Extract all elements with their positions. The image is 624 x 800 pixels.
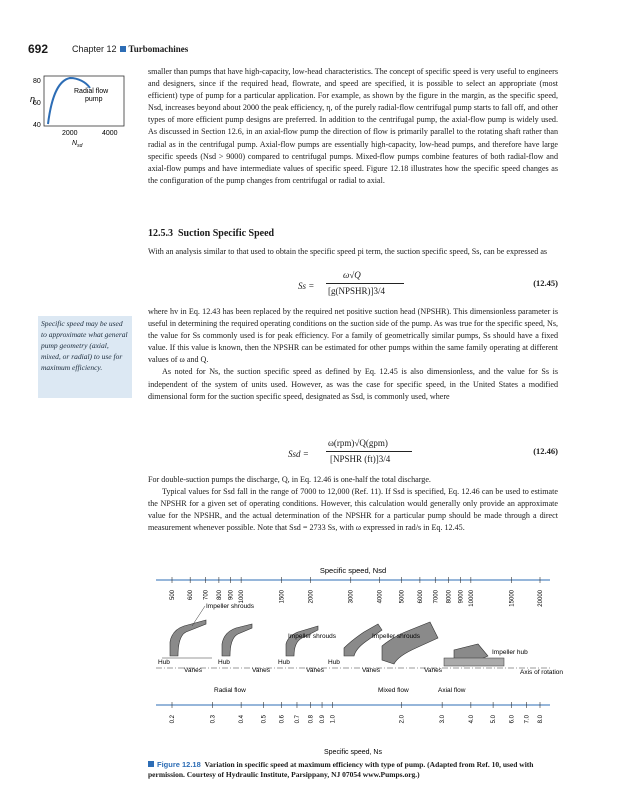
- axis-tick-label: 4.0: [468, 715, 475, 724]
- mixed-impeller-1: [286, 626, 318, 656]
- axis-tick-label: 0.3: [210, 715, 217, 724]
- mixed-impeller-3: [382, 622, 438, 664]
- figure-caption: [148, 760, 558, 780]
- paragraph-6: Typical values for Ssd fall in the range of 7000 to 12,000 (Ref. 11). If Ssd is specified, Eq. 12.46 can be used to estimate the NPSHR for a given set of operating conditions. However, this calculation would generally only provide an approximate value for the NPSHR, and the actual determination of the NPSHR for a particular pump should be made through a direct measurement whenever possible. Note that Ssd = 2733 Ss, with ω expressed in rad/s in Eq. 12.45.: [148, 487, 558, 533]
- axis-tick-label: 10000: [468, 590, 475, 607]
- axis-tick-label: 6.0: [509, 715, 516, 724]
- label-radial-flow: Radial flow: [214, 687, 246, 694]
- eq1-fraction-bar: [326, 283, 404, 284]
- label-hub: Hub: [278, 659, 290, 666]
- chapter-header: [72, 44, 188, 54]
- label-impeller-shrouds-2: Impeller shrouds: [288, 633, 337, 640]
- label-axial-flow: Axial flow: [438, 687, 466, 694]
- label-vanes: Vanes: [184, 667, 202, 674]
- axis-tick-label: 700: [203, 590, 210, 601]
- axis-tick-label: 7000: [433, 590, 440, 604]
- axis-tick-label: 1500: [279, 590, 286, 604]
- eq2-fraction-bar: [326, 451, 412, 452]
- chapter-title: Turbomachines: [128, 44, 189, 54]
- paragraph-4: As noted for Ns, the suction specific speed as defined by Eq. 12.45 is also dimensionless, and the value for Ss is independent of the system of units used. However, as was the case for specific speed, in the United States a modified dimensional form for the suction specific speed, designated as Ssd, is commonly used, where: [148, 367, 558, 401]
- axis-tick-label: 500: [170, 590, 176, 601]
- margin-efficiency-figure: [28, 72, 140, 150]
- axis-tick-label: 8000: [446, 590, 453, 604]
- axis-tick-label: 0.6: [279, 715, 286, 724]
- axis-tick-label: 800: [216, 590, 223, 601]
- axis-tick-label: 2000: [308, 590, 315, 604]
- label-vanes: Vanes: [424, 667, 442, 674]
- margin-fig-y-tick: 40: [33, 122, 41, 129]
- mixed-impeller-2: [344, 624, 382, 656]
- margin-fig-y-tick: 60: [33, 100, 41, 107]
- axis-tick-label: 2.0: [399, 715, 406, 724]
- axis-tick-label: 1000: [239, 590, 246, 604]
- page-number: 692: [28, 42, 49, 56]
- paragraph-1: smaller than pumps that have high-capacity, low-head characteristics. The concept of specific speed is very useful to engineers and designers, since if the required head, flowrate, and speed are specified, it is possible to select an appropriate (most efficient) type of pump for a particular application. For example, as shown by the figure in the margin, as the specific speed, Nsd, increases beyond about 2000 the peak efficiency, η, of the purely radial-flow centrifugal pump starts to fall off, and other types of more efficient pump designs are preferred. In addition to the centrifugal pump, the axial-flow pump is widely used. As discussed in Section 12.6, in an axial-flow pump the direction of flow is primarily parallel to the rotating shaft rather than radial as in the centrifugal pump. Axial-flow pumps are essentially high-capacity, low-head pumps, and therefore have large specific speeds (Nsd > 9000) compared to centrifugal pumps. Mixed-flow pumps combine features of both radial-flow and axial-flow pumps and have intermediate values of specific speed. Figure 12.18 illustrates how the specific speed changes as the configuration of the pump changes from centrifugal or radial to axial.: [148, 67, 558, 185]
- section-title: Suction Specific Speed: [178, 228, 275, 239]
- axis-tick-label: 8.0: [538, 715, 544, 724]
- eq2-lhs: Ssd =: [288, 449, 309, 459]
- radial-impeller-1: [162, 620, 212, 658]
- axis-tick-label: 7.0: [524, 715, 531, 724]
- paragraph-2: With an analysis similar to that used to obtain the specific speed pi term, the suction specific speed, Ss, can be expressed as: [148, 247, 548, 256]
- eq2-numerator: ω(rpm)√Q(gpm): [328, 438, 388, 448]
- axis-tick-label: 0.7: [294, 715, 301, 724]
- label-vanes: Vanes: [362, 667, 380, 674]
- axis-tick-label: 0.5: [261, 715, 268, 724]
- equation-12-46: [148, 436, 558, 472]
- axis-tick-label: 15000: [509, 590, 516, 607]
- label-mixed-flow: Mixed flow: [378, 687, 409, 694]
- eq2-number: (12.46): [533, 446, 558, 456]
- axis-tick-label: 9000: [458, 590, 465, 604]
- chapter-label: Chapter 12: [72, 44, 117, 54]
- eq1-numerator: ω√Q: [343, 270, 361, 280]
- eq1-number: (12.45): [533, 278, 558, 288]
- margin-fig-y-label: η: [30, 94, 35, 104]
- label-vanes: Vanes: [306, 667, 324, 674]
- radial-impeller-2: [222, 624, 252, 656]
- axis-tick-label: 900: [228, 590, 235, 601]
- label-hub: Hub: [328, 659, 340, 666]
- section-heading: [148, 228, 274, 239]
- axis-tick-label: 0.2: [170, 715, 176, 724]
- margin-note: Specific speed may be used to approximate what general pump geometry (axial, mixed, or radial) to use for maximum efficiency.: [38, 316, 132, 398]
- axis-tick-label: 0.4: [239, 715, 246, 724]
- axis-tick-label: 1.0: [330, 715, 337, 724]
- margin-fig-y-tick: 80: [33, 78, 41, 85]
- eq1-lhs: Ss =: [298, 281, 315, 291]
- section-number: 12.5.3: [148, 228, 173, 239]
- margin-fig-x-tick: 4000: [102, 130, 118, 137]
- margin-fig-box-label-1: Radial flow: [74, 88, 109, 95]
- eq2-denominator: [NPSHR (ft)]3/4: [330, 454, 391, 464]
- top-axis-title: Specific speed, Nsd: [319, 566, 387, 575]
- bottom-axis-title: Specific speed, Ns: [324, 749, 382, 756]
- axis-tick-label: 3.0: [440, 715, 447, 724]
- axis-tick-label: 6000: [417, 590, 424, 604]
- axis-tick-label: 3000: [348, 590, 355, 604]
- margin-fig-x-tick: 2000: [62, 130, 78, 137]
- paragraph-5: For double-suction pumps the discharge, Q, in Eq. 12.46 is one-half the total discharge. Typical values for Ssd fall in the range of 7000 to 12,000 (Ref. 11). If Ssd is specified, Eq. 12.46 can be used to estimate the NPSHR for a given set of operating conditions. However, this calculation would generally only provide an approximate value for the NPSHR, and the actual determination of the NPSHR for a particular pump should be made through a direct measurement whenever possible. Note that Ssd = 2733 Ss, with ω expressed in rad/s in Eq. 12.45.: [148, 474, 558, 534]
- axis-tick-label: 0.8: [308, 715, 315, 724]
- caption-square-icon: [148, 761, 154, 767]
- figure-12-18: [148, 560, 563, 756]
- axis-tick-label: 5.0: [491, 715, 498, 724]
- caption-text: Variation in specific speed at maximum efficiency with type of pump. (Adapted from Ref. 10, used with permission. Courtesy of Hydraulic Institute, Parsippany, NJ 07054 www.Pumps.org.): [148, 760, 534, 779]
- label-impeller-shrouds: Impeller shrouds: [206, 603, 255, 610]
- paragraph-3: where hv in Eq. 12.43 has been replaced by the required net positive suction head (NPSHR). This dimensionless parameter is useful in determining the required operating conditions on the suction side of the pump. As was true for the specific speed, Ns, the value for Ss commonly used is for peak efficiency. For a family of geometrically similar pumps, Ss should have a fixed value. If this value is known, then the NPSHR can be estimated for other pumps within the same family operating at different values of ω and Q. As noted for Ns, the suction specific speed as defined by Eq. 12.45 is also dimensionless, and the value for Ss is independent of the system of units used. However, as was the case for specific speed, in the United States a modified dimensional form for the suction specific speed, designated as Ssd, is commonly used, where: [148, 306, 558, 403]
- label-axis-of-rotation: Axis of rotation: [520, 669, 563, 676]
- axis-tick-label: 600: [188, 590, 195, 601]
- margin-fig-frame: [44, 76, 124, 126]
- label-hub: Hub: [218, 659, 230, 666]
- axis-tick-label: 0.9: [320, 715, 327, 724]
- axis-tick-label: 5000: [399, 590, 406, 604]
- equation-12-45: [148, 268, 558, 304]
- margin-fig-box-label-2: pump: [85, 96, 103, 103]
- label-hub: Hub: [158, 659, 170, 666]
- label-impeller-hub: Impeller hub: [492, 649, 528, 656]
- margin-fig-x-label: $N_{sd}$: [72, 140, 83, 149]
- chapter-square-icon: [120, 46, 126, 52]
- axis-tick-label: 20000: [538, 590, 544, 607]
- axis-tick-label: 4000: [377, 590, 384, 604]
- caption-label: Figure 12.18: [157, 760, 201, 769]
- eq1-denominator: [g(NPSHR)]3/4: [328, 286, 386, 296]
- margin-fig-curve: [48, 78, 90, 124]
- label-impeller-shrouds-3: Impeller shrouds: [372, 633, 421, 640]
- label-vanes: Vanes: [252, 667, 270, 674]
